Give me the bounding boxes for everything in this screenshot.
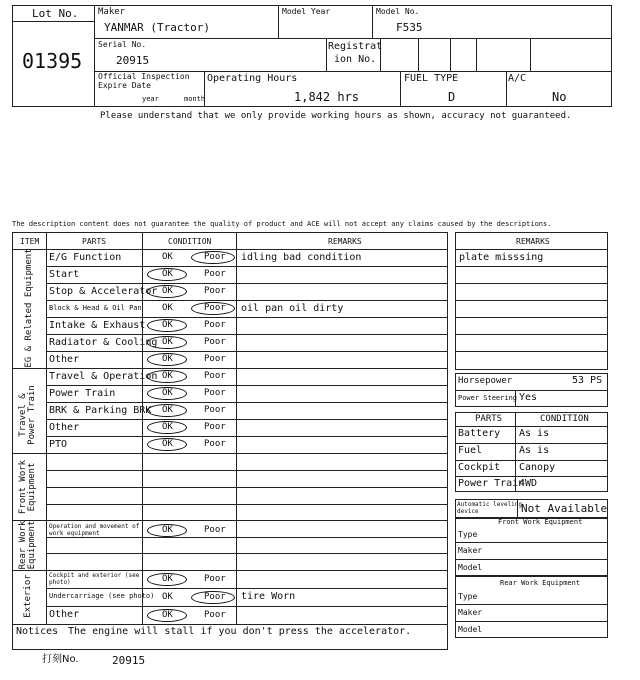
registration-label: Registrat <box>328 41 383 52</box>
selected-condition-mark <box>147 573 187 586</box>
condition-ok: OK <box>162 320 173 330</box>
part-name: Power Train <box>49 387 116 399</box>
front-model-label: Model <box>458 563 483 572</box>
part-name: Operation and movement of work equipment <box>49 523 140 537</box>
condition-poor: Poor <box>204 439 226 449</box>
maker-value: YANMAR (Tractor) <box>104 21 210 34</box>
condition-poor: Poor <box>204 303 226 313</box>
condition-poor: Poor <box>204 573 226 584</box>
condition-ok: OK <box>162 573 173 584</box>
selected-condition-mark <box>147 353 187 366</box>
right-part-name: Fuel <box>458 445 483 456</box>
notices-label: Notices <box>16 626 59 637</box>
model-no-label: Model No. <box>376 7 420 16</box>
right-part-condition: 4WD <box>519 478 538 489</box>
rear-maker-label: Maker <box>458 608 483 617</box>
hours-value: 1,842 hrs <box>294 90 360 104</box>
condition-poor: Poor <box>204 405 226 415</box>
rear-model-label: Model <box>458 625 483 634</box>
table-row <box>46 300 448 317</box>
horsepower-label: Horsepower <box>458 376 513 386</box>
rear-work-label: Rear Work Equipment <box>500 579 581 587</box>
model-no-value: F535 <box>396 21 423 34</box>
selected-condition-mark <box>147 285 187 298</box>
year-label: year <box>142 95 159 103</box>
part-name: PTO <box>49 438 68 450</box>
part-name: Block & Head & Oil Pan <box>49 303 142 312</box>
fuel-label: FUEL TYPE <box>404 73 459 84</box>
condition-ok: OK <box>162 371 173 381</box>
condition-ok: OK <box>162 269 173 279</box>
hours-note: Please understand that we only provide working hours as shown, accuracy not guaranteed. <box>100 111 572 121</box>
stamp-value: 20915 <box>112 654 146 667</box>
front-type-label: Type <box>458 530 478 539</box>
row-remark: idling bad condition <box>241 251 362 263</box>
part-name: E/G Function <box>49 251 122 263</box>
condition-poor: Poor <box>204 388 226 398</box>
condition-poor: Poor <box>204 252 226 262</box>
condition-ok: OK <box>162 405 173 415</box>
registration-label-2: ion No. <box>334 54 377 65</box>
group-front-work: Front Work Equipment <box>18 459 37 515</box>
right-part-name: Battery <box>458 428 501 439</box>
front-maker-label: Maker <box>458 546 483 555</box>
group-travel-power: Travel & Power Train <box>18 385 37 445</box>
col-condition-header: CONDITION <box>168 237 212 246</box>
inspection-label-2: Expire Date <box>98 81 151 90</box>
group-eg-related: EG & Related Equipment <box>24 248 34 368</box>
condition-poor: Poor <box>204 337 226 347</box>
power-steering-label: Power Steering <box>458 394 518 402</box>
auto-leveling-value: Not Available <box>521 502 608 515</box>
right-condition-header: CONDITION <box>540 414 589 424</box>
table-row <box>46 419 448 436</box>
part-name: Other <box>49 609 80 620</box>
selected-condition-mark <box>191 251 235 264</box>
condition-poor: Poor <box>204 591 226 602</box>
selected-condition-mark <box>147 370 187 383</box>
horsepower-value: 53 PS <box>572 375 603 386</box>
condition-poor: Poor <box>204 354 226 364</box>
table-row <box>46 249 448 266</box>
condition-poor: Poor <box>204 320 226 330</box>
col-remarks-header: REMARKS <box>328 237 362 246</box>
right-remarks-label: REMARKS <box>516 237 550 246</box>
col-parts-header: PARTS <box>82 237 107 246</box>
selected-condition-mark <box>147 609 187 622</box>
table-row <box>46 570 448 588</box>
ac-label: A/C <box>508 73 527 84</box>
condition-poor: Poor <box>204 525 226 535</box>
part-name: Start <box>49 268 80 280</box>
condition-ok: OK <box>162 591 173 602</box>
auto-leveling-label-2: device <box>457 508 479 515</box>
selected-condition-mark <box>147 404 187 417</box>
part-name: BRK & Parking BRK <box>49 404 152 416</box>
power-steering-value: Yes <box>519 392 538 403</box>
table-row <box>46 402 448 419</box>
lot-number: 01395 <box>22 49 83 73</box>
serial-value: 20915 <box>116 54 150 67</box>
table-row <box>46 606 448 624</box>
model-year-label: Model Year <box>282 7 331 16</box>
condition-ok: OK <box>162 286 173 296</box>
row-remark: tire Worn <box>241 591 296 602</box>
disclaimer: The description content does not guarantee the quality of product and ACE will not accept any claims caused by the descriptions. <box>12 220 552 228</box>
table-row <box>46 588 448 606</box>
condition-ok: OK <box>162 422 173 432</box>
right-part-condition: As is <box>519 428 550 439</box>
right-part-condition: Canopy <box>519 462 556 473</box>
notices-value: The engine will stall if you don't press the accelerator. <box>68 626 412 637</box>
ac-value: No <box>552 90 567 104</box>
part-name: Other <box>49 353 80 365</box>
selected-condition-mark <box>191 302 235 315</box>
month-label: month <box>184 95 206 103</box>
condition-poor: Poor <box>204 422 226 432</box>
maker-label: Maker <box>98 7 126 17</box>
selected-condition-mark <box>147 421 187 434</box>
table-row <box>46 317 448 334</box>
condition-ok: OK <box>162 609 173 620</box>
part-name: Intake & Exhaust <box>49 319 146 331</box>
right-part-name: Power Train <box>458 478 525 489</box>
selected-condition-mark <box>147 524 187 537</box>
fuel-value: D <box>448 90 456 104</box>
part-name: Cockpit and exterior (see photo) <box>49 572 140 586</box>
condition-poor: Poor <box>204 269 226 279</box>
stamp-label: 打刻No. <box>42 654 79 665</box>
lot-label: Lot No. <box>32 7 79 20</box>
condition-poor: Poor <box>204 286 226 296</box>
selected-condition-mark <box>147 268 187 281</box>
condition-ok: OK <box>162 388 173 398</box>
table-row <box>46 266 448 283</box>
selected-condition-mark <box>147 336 187 349</box>
inspection-label: Official Inspection <box>98 72 190 81</box>
table-row <box>46 520 448 541</box>
table-row <box>46 334 448 351</box>
auto-leveling-label: Automatic leveling <box>457 501 523 508</box>
part-name: Radiator & Cooling <box>49 336 158 348</box>
row-remark: oil pan oil dirty <box>241 302 344 314</box>
selected-condition-mark <box>147 319 187 332</box>
col-item-header: ITEM <box>20 237 40 246</box>
condition-ok: OK <box>162 354 173 364</box>
condition-ok: OK <box>162 303 173 313</box>
part-name: Travel & Operation <box>49 370 158 382</box>
group-rear-work: Rear Work Equipment <box>18 520 37 570</box>
condition-poor: Poor <box>204 609 226 620</box>
part-name: Undercarriage (see photo) <box>49 592 155 600</box>
condition-ok: OK <box>162 439 173 449</box>
right-part-condition: As is <box>519 445 550 456</box>
hours-label: Operating Hours <box>207 73 298 84</box>
right-part-name: Cockpit <box>458 462 501 473</box>
serial-label: Serial No. <box>98 40 147 49</box>
table-row <box>46 351 448 368</box>
front-work-label: Front Work Equipment <box>498 518 583 526</box>
selected-condition-mark <box>191 591 235 604</box>
condition-poor: Poor <box>204 371 226 381</box>
part-name: Stop & Accelerator <box>49 285 158 297</box>
condition-ok: OK <box>162 525 173 535</box>
table-row <box>46 385 448 402</box>
rear-type-label: Type <box>458 592 478 601</box>
condition-ok: OK <box>162 252 173 262</box>
table-row <box>46 368 448 385</box>
part-name: Other <box>49 421 80 433</box>
table-row <box>46 436 448 453</box>
right-remarks-value: plate misssing <box>459 252 544 263</box>
right-parts-header: PARTS <box>475 414 503 424</box>
selected-condition-mark <box>147 387 187 400</box>
table-row <box>46 283 448 300</box>
selected-condition-mark <box>147 438 187 451</box>
group-exterior: Exterior <box>23 574 33 618</box>
condition-ok: OK <box>162 337 173 347</box>
